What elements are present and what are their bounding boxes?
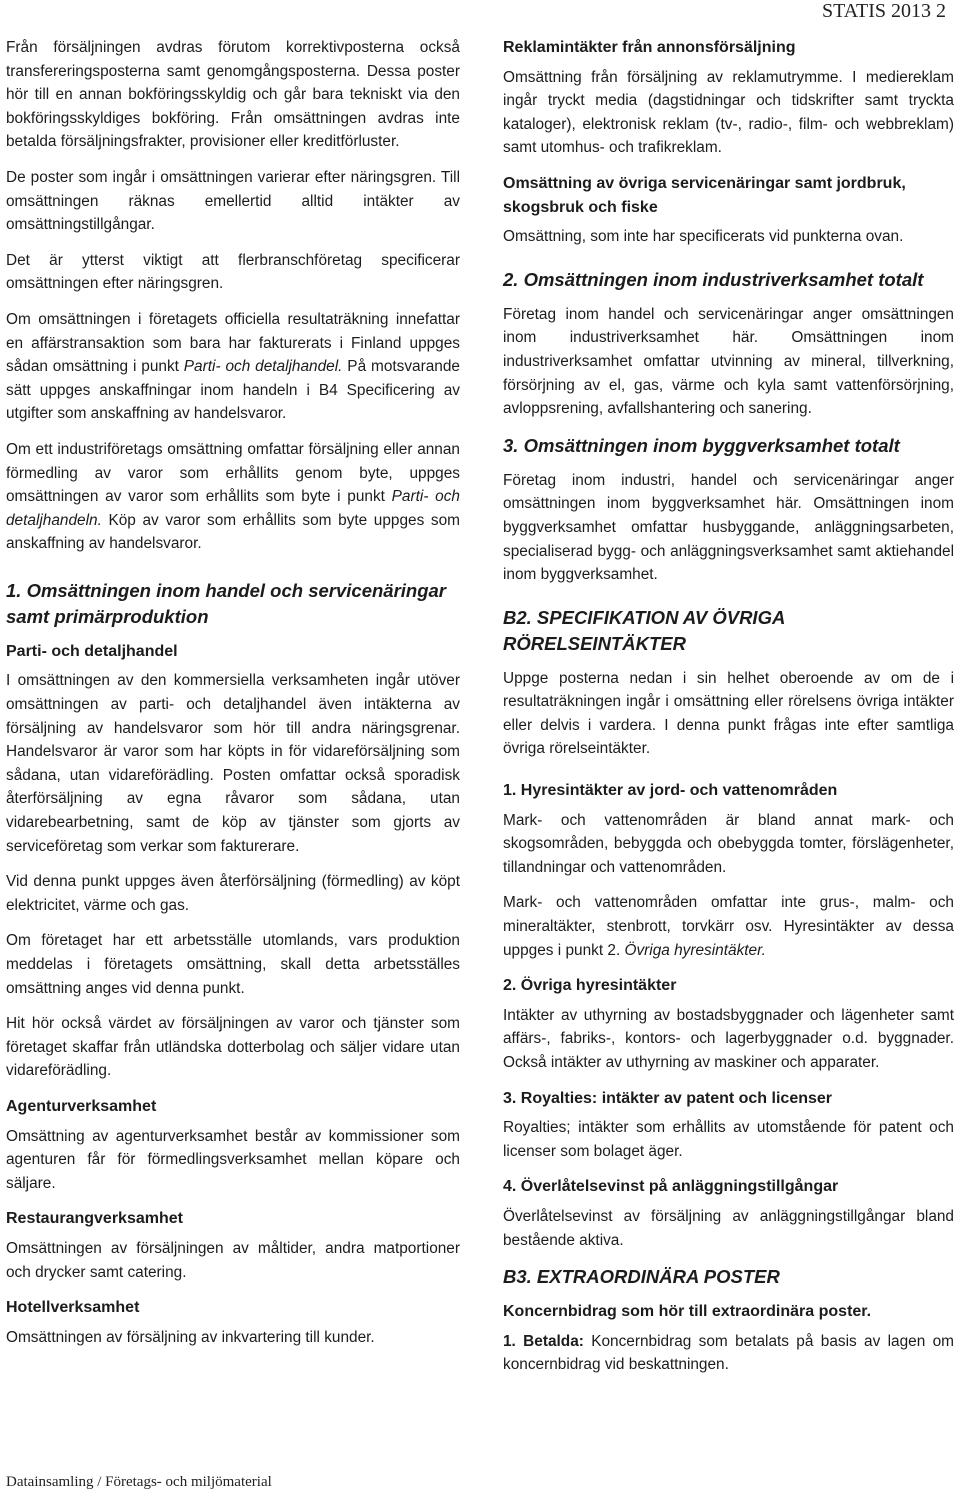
text-span: På motsvarande sätt uppges anskaffningar inom handeln i B4 Specificering av utgifter som anskaffning av handelsvaror. <box>6 358 460 423</box>
right-column <box>503 36 954 1389</box>
subheading: Hotellverksamhet <box>6 1299 140 1317</box>
paragraph: Omsättning, som inte har specificerats vid punkterna ovan. <box>503 228 904 246</box>
text-span: Om ett industriföretags omsättning omfattar försäljning eller annan förmedling av varor som erhållits genom byte, uppges omsättningen av varor som erhållits som byte i punkt <box>6 440 460 506</box>
text-span: Om omsättningen i företagets officiella resultaträkning innefattar en affärstransaktion som bara har fakturerats i Finland uppges sådan omsättning i punkt <box>6 310 460 376</box>
page-footer: Datainsamling / Företags- och miljömaterial <box>6 1474 272 1490</box>
page-header: STATIS 2013 2 <box>822 0 946 22</box>
paragraph: Omsättningen av försäljning av inkvartering till kunder. <box>6 1328 375 1346</box>
paragraph <box>6 308 460 426</box>
text-span: Köp av varor som erhållits som byte uppges som anskaffning av handelsvaror. <box>6 511 460 553</box>
paragraph: Uppge posterna nedan i sin helhet oberoende av om de i resultaträkningen ingår i omsättning eller rörelsens övriga intäkter eller delvis i vardera. I denna punkt frågas inte efter samtliga övriga rörelseintäkter. <box>503 669 954 758</box>
text-span: Mark- och vattenområden omfattar inte grus-, malm- och mineraltäkter, stenbrott, torvkärr osv. Hyresintäkter av dessa uppges i punkt 2. <box>503 894 954 959</box>
subheading: 1. Hyresintäkter av jord- och vattenområden <box>503 782 838 800</box>
text-span: Parti- och detaljhandel. <box>183 358 343 376</box>
paragraph <box>6 438 460 556</box>
text-span: Parti- och detaljhandeln. <box>6 488 460 529</box>
text-span: 1. Betalda: <box>503 1332 584 1350</box>
paragraph: I omsättningen av den kommersiella verksamheten ingår utöver omsättningen av parti- och detaljhandel även intäkterna av försäljning av handelsvaror som hör till andra näringsgrenar. Handelsvaror är varor som har köpts in för vidareförsäljning som sådana, utan vidareförädling. Posten omfattar också sporadisk återförsäljning av egna råvaror som sådana, utan vidarebearbetning, samt de köp av tjänster som gjorts av serviceföretag som verkar som fakturerare. <box>6 672 460 855</box>
paragraph: Från försäljningen avdras förutom korrektivposterna också transfereringsposterna samt genomgångsposterna. Dessa poster hör till en annan bokföringsskyldig och går bara tekniskt via den bokföringsskyldiges bokföring. Från omsättningen avdras inte betalda försäljningsfrakter, provisioner eller kreditförluster. <box>6 39 460 151</box>
paragraph: Överlåtelsevinst av försäljning av anläggningstillgångar bland bestående aktiva. <box>503 1207 954 1249</box>
paragraph: Företag inom handel och servicenäringar anger omsättningen inom industriverksamhet här. Omsättningen inom industriverksamhet omfattar utvinning av mineral, tillverkning, försörjning av el, gas, värme och kyla samt vattenförsörjning, avloppsrening, avfallshantering och sanering. <box>503 305 954 418</box>
text-span: Koncernbidrag som betalats på basis av lagen om koncernbidrag vid beskattningen. <box>503 1332 954 1374</box>
paragraph: Vid denna punkt uppges även återförsäljning (förmedling) av köpt elektricitet, värme och gas. <box>6 873 460 914</box>
paragraph <box>503 1330 954 1377</box>
paragraph: Omsättning av agenturverksamhet består av kommissioner som agenturen får för förmedlingsverksamhet mellan köpare och säljare. <box>6 1127 460 1192</box>
paragraph: Omsättning från försäljning av reklamutrymme. I mediereklam ingår tryckt media (dagstidningar och tidskrifter samt tryckta kataloger), elektronisk reklam (tv-, radio-, film- och webbreklam) samt utomhus- och trafikreklam. <box>503 68 954 157</box>
subheading: 4. Överlåtelsevinst på anläggningstillgångar <box>503 1178 839 1196</box>
subheading: Omsättning av övriga servicenäringar samt jordbruk, skogsbruk och fiske <box>503 174 906 216</box>
subheading: Reklamintäkter från annonsförsäljning <box>503 39 796 56</box>
subheading: 2. Övriga hyresintäkter <box>503 977 677 995</box>
section-heading: 2. Omsättningen inom industriverksamhet totalt <box>503 268 924 290</box>
paragraph: Det är ytterst viktigt att flerbranschföretag specificerar omsättningen efter näringsgren. <box>6 251 460 293</box>
paragraph: Om företaget har ett arbetsställe utomlands, vars produktion meddelas i företagets omsättning, skall detta arbetsställes omsättning anges vid denna punkt. <box>6 932 460 997</box>
paragraph: Omsättningen av försäljningen av måltider, andra matportioner och drycker samt catering. <box>6 1239 460 1281</box>
paragraph: Hit hör också värdet av försäljningen av varor och tjänster som företaget skaffar från utländska dotterbolag och säljer vidare utan vidareförädling. <box>6 1015 460 1080</box>
section-heading: 3. Omsättningen inom byggverksamhet totalt <box>503 434 900 456</box>
section-heading: B2. SPECIFIKATION AV ÖVRIGA RÖRELSEINTÄKTER <box>503 606 785 654</box>
subheading: Restaurangverksamhet <box>6 1210 183 1228</box>
paragraph: Intäkter av uthyrning av bostadsbyggnader och lägenheter samt affärs-, fabriks-, kontors- och lagerbyggnader o.d. byggnader. Också intäkter av uthyrning av maskiner och apparater. <box>503 1006 954 1071</box>
paragraph: Mark- och vattenområden är bland annat mark- och skogsområden, bebyggda och obebyggda tomter, förslägenheter, tillandningar och vattenområden. <box>503 811 954 876</box>
section-heading: 1. Omsättningen inom handel och servicenäringar samt primärproduktion <box>6 579 446 627</box>
paragraph: Royalties; intäkter som erhållits av utomstående för patent och licenser som bolaget äger. <box>503 1119 954 1160</box>
subheading: Parti- och detaljhandel <box>6 642 178 660</box>
subheading: 3. Royalties: intäkter av patent och licenser <box>503 1089 833 1107</box>
paragraph: Företag inom industri, handel och servicenäringar anger omsättningen inom byggverksamhet här. Omsättningen inom byggverksamhet omfattar husbyggande, anläggningsarbeten, specialiserad bygg- och anläggningsverksamhet samt aktiehandel inom byggverksamhet. <box>503 471 954 584</box>
paragraph <box>503 891 954 962</box>
paragraph: De poster som ingår i omsättningen varierar efter näringsgren. Till omsättningen räknas emellertid alltid intäkter av omsättningstillgångar. <box>6 168 460 234</box>
subheading: Agenturverksamhet <box>6 1097 157 1115</box>
left-column <box>6 36 460 1361</box>
text-span: Övriga hyresintäkter. <box>624 941 766 959</box>
subheading: Koncernbidrag som hör till extraordinära poster. <box>503 1303 872 1321</box>
section-heading: B3. EXTRAORDINÄRA POSTER <box>503 1266 780 1288</box>
